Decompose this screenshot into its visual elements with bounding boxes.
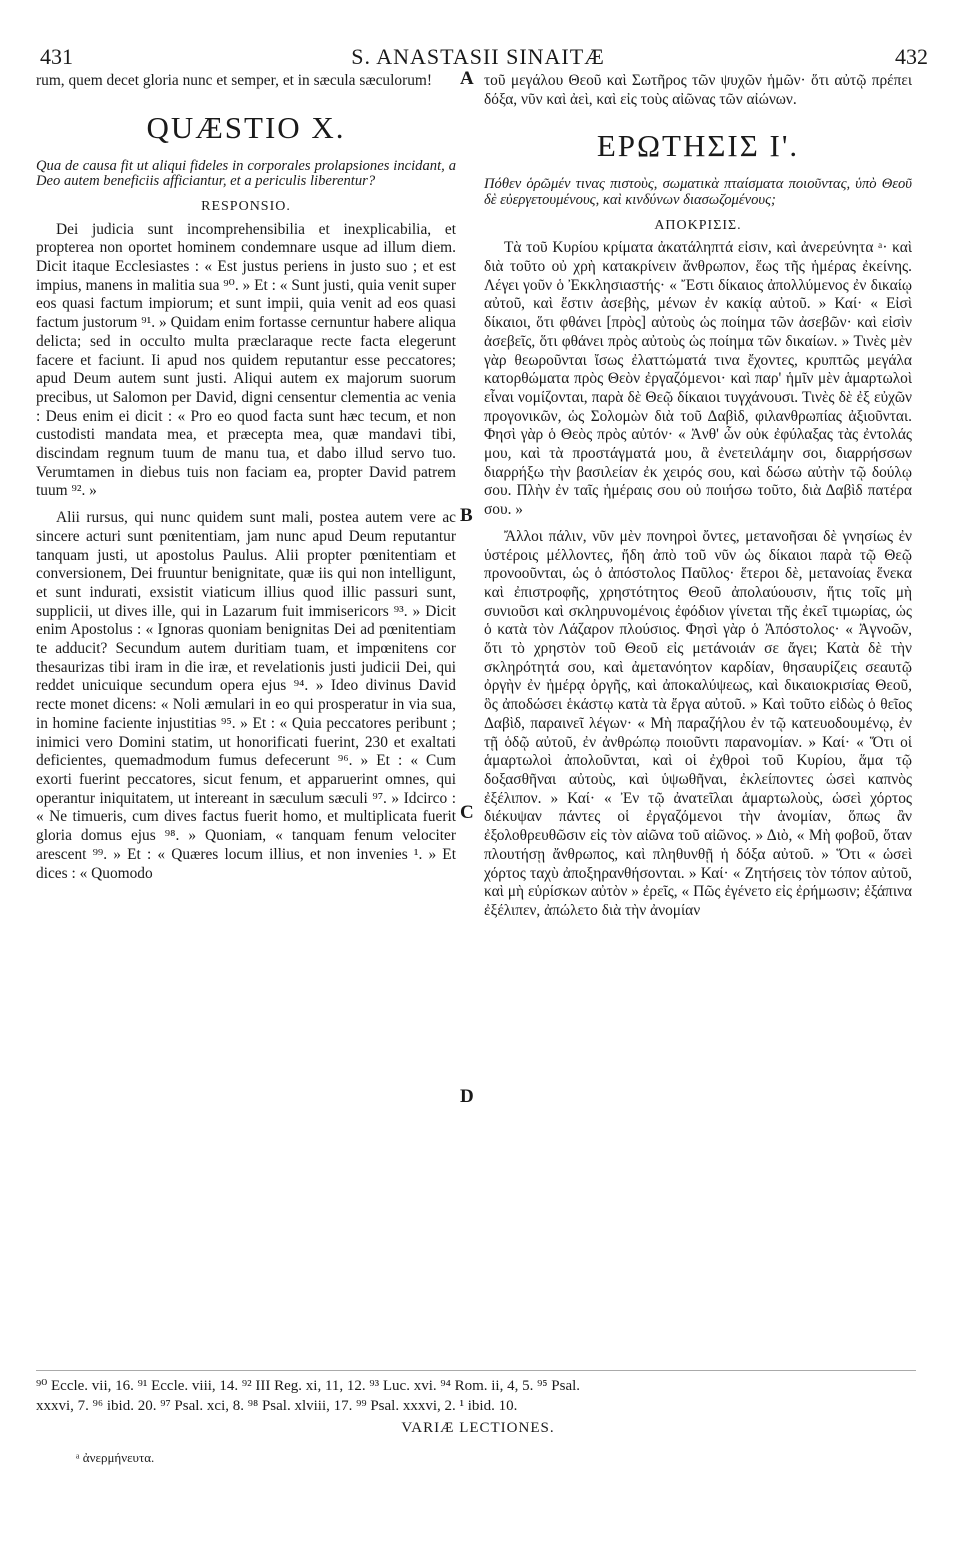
greek-intro: τοῦ μεγάλου Θεοῦ καὶ Σωτῆρος τῶν ψυχῶν ἡμῶν· ὅτι αὐτῷ πρέπει δόξα, νῦν καὶ ἀεὶ, καὶ εἰς τοὺς αἰῶνας τῶν αἰώνων. bbox=[484, 72, 912, 108]
margin-letter-b: B bbox=[460, 505, 473, 526]
greek-response-heading: ΑΠΟΚΡΙΣΙΣ. bbox=[654, 217, 742, 233]
greek-column bbox=[484, 72, 912, 921]
latin-question: Qua de causa fit ut aliqui fideles in corporales prolapsiones incidant, a Deo autem beneficiis afficiantur, et a periculis liberentur? bbox=[36, 157, 456, 190]
margin-letter-a: A bbox=[460, 68, 474, 89]
margin-letter-c: C bbox=[460, 802, 474, 823]
footnote-line: xxxvi, 7. ⁹⁶ ibid. 20. ⁹⁷ Psal. xci, 8. ⁹⁸ Psal. xlviii, 17. ⁹⁹ Psal. xxxvi, 2. ¹ ibid. 10. bbox=[36, 1398, 518, 1414]
footnotes bbox=[36, 1376, 916, 1416]
greek-paragraph-2: Ἄλλοι πάλιν, νῦν μὲν πονηροὶ ὄντες, μετανοῆσαι δὲ γνησίως ἐν ὑστέροις μέλλοντες, ἤδη ἀπὸ τοῦ νῦν ὡς δίκαιοι παρὰ τῷ Θεῷ προνοοῦνται, ὡς ὁ ἀπόστολος Παῦλος· ἕτεροι δὲ, μετανοίας ἕνεκα καὶ ἐπιστροφῆς, χρηστότητος Θεοῦ ἀπολαύουσιν, ἥτις τοῖς μὴ συνιοῦσι καὶ σκληρυνομένοις ἐφόδιον γίνεται τῆς ἐκεῖ τιμωρίας, ὡς ὁ κατὰ τὸν Λάζαρον πλούσιος. Φησὶ γὰρ ὁ Ἀπόστολος· « Ἀγνοῶν, ὅτι τὸ χρηστὸν τοῦ Θεοῦ εἰς μετάνοιάν σε ἄγει; Κατὰ δὲ τὴν σκληρότητά σου, καὶ ἀμετανόητον καρδίαν, θησαυρίζεις σεαυτῷ ὀργὴν ἐν ἡμέρᾳ ὀργῆς, καὶ ἀποκαλύψεως, καὶ δικαιοκρισίας Θεοῦ, ὃς ἀποδώσει ἑκάστῳ κατὰ τὰ ἔργα αὐτοῦ. » Καὶ τοῦτο εἰδὼς ὁ θεῖος Δαβὶδ, παραινεῖ λέγων· « Μὴ παραζήλου ἐν τῷ κατευοδουμένῳ, ἐν τῇ ὁδῷ αὐτοῦ, ἐν ἀνθρώπῳ ποιοῦντι παρανομίαν. » Καί· « Ὅτι οἱ ἁμαρτωλοὶ ἀπολοῦνται, καὶ οἱ ἐχθροὶ τοῦ Κυρίου, ἅμα τῷ δοξασθῆναι αὐτοὺς, καὶ ὑψωθῆναι, ἐκλείποντες ὡσεὶ καπνὸς ἐξέλιπον. » Καί· « Ἐν τῷ ἀνατεῖλαι ἁμαρτωλοὺς, ὡσεὶ χόρτος διέκυψαν πάντες οἱ ἐργαζόμενοι τὴν ἀνομίαν, ὅπως ἂν ἐξολοθρευθῶσιν εἰς τὸν αἰῶνα τοῦ αἰῶνος. » Διὸ, « Μὴ φοβοῦ, ὅταν πλουτήσῃ ἄνθρωπος, καὶ πληθυνθῇ ἡ δόξα αὐτοῦ. » Ὅτι « ὡσεὶ χόρτος ταχὺ ἀποξηρανθήσονται. » Καί· « Ζητήσεις τὸν τόπον αὐτοῦ, καὶ μὴ εὑρίσκων αὐτὸν » ἐρεῖς, « Πῶς ἐγένετο εἰς ἐρήμωσιν; ἐξάπινα ἐξέλιπεν, ἀπώλετο διὰ τὴν ἀνομίαν bbox=[484, 527, 912, 919]
latin-paragraph-2: Alii rursus, qui nunc quidem sunt mali, postea autem vere ac sincere acturi sunt pœnitentiam, jam nunc apud Deum reputantur tanquam justi, ut apostolus Paulus. Alii propter pœnitentiam et conversionem, Dei fruuntur benignitate, quæ iis qui non intelligunt, et sunt indurati, exsistit viaticum illius quod illic passuri sunt, supplicii, ut dives ille, qui in Lazarum fuit immisericors ⁹³. » Dicit enim Apostolus : « Ignoras quoniam benignitas Dei ad pœnitentiam te adducit? Secundum autem duritiam tuam, et impœnitens cor thesaurizas tibi iram in die iræ, et revelationis justi judicii Dei, qui reddet unicuique secundum opera ejus ⁹⁴. » Ideo divinus David recte monet dicens: « Noli æmulari in eo qui prosperatur in via sua, in homine faciente injustitias ⁹⁵. » Et : « Quia peccatores peribunt ; inimici vero Domini statim, ut honorificati fuerint, 230 et exaltati deficientes, quemadmodum fumus defecerunt ⁹⁶. » Et : « Cum exorti fuerint peccatores, sicut fenum, et apparuerint omnes, qui operantur iniquitatem, ut intereant in sæculum sæculi ⁹⁷. » Idcirco : « Ne timueris, cum dives factus fuerit homo, et multiplicata fuerit gloria domus ejus ⁹⁸. » Quoniam, « tanquam fenum velociter arescent ⁹⁹. » Et : « Quæres locum illius, et non invenies ¹. » Et dices : « Quomodo bbox=[36, 509, 456, 882]
footnote-divider bbox=[36, 1370, 916, 1371]
running-title: S. ANASTASII SINAITÆ bbox=[351, 44, 605, 69]
greek-paragraph-1: Τὰ τοῦ Κυρίου κρίματα ἀκατάληπτά εἰσιν, καὶ ἀνερεύνητα ᵃ· καὶ διὰ τοῦτο οὐ χρὴ κατακρίνειν ἄνθρωπον, ἕως τῆς ἡμέρας ἐκείνης. Λέγει γοῦν ὁ Ἐκκλησιαστής· « Ἔστι δίκαιος ἀπολλύμενος ἐν δικαίῳ αὐτοῦ, καὶ ἔστιν ἀσεβὴς, μένων ἐν κακίᾳ αὐτοῦ. » Καί· « Εἰσὶ δίκαιοι, ὅτι φθάνει [πρὸς] αὐτοὺς ὡς ποίημα τῶν ἀσεβῶν· καὶ εἰσὶν ἀσεβεῖς, ὅτι φθάνει πρὸς αὐτοὺς ὡς ποίημα τῶν δικαίων. » Τινὲς μὲν γὰρ θεωροῦνται ἴσως ἐλαττώματά τινα ἔχοντες, κρυπτῶς μεγάλα κατορθώματα πρὸς Θεὸν ἐργαζόμενοι· καὶ παρ' ἡμῖν μὲν ἁμαρτωλοὶ εἶναι νομίζονται, παρὰ δὲ Θεῷ δίκαιοι τυγχάνουσι. Τινὲς δὲ ἐξ εὐχῶν προγονικῶν, ὡς Σολομὼν διὰ τοῦ Δαβὶδ, φιλανθρωπίας ἀξιοῦνται. Φησὶ γὰρ ὁ Θεὸς πρὸς αὐτόν· « Ἀνθ' ὧν οὐκ ἐφύλαξας τὰς ἐντολάς μου, καὶ τὰ προστάγματά μου, ἃ ἐνετειλάμην σοι, διαρρήσσων διαρρήξω τὴν βασιλείαν ἐκ χειρός σου, καὶ δώσω αὐτὴν τῷ δούλῳ σου. Πλὴν ἐν ταῖς ἡμέραις σου οὐ ποιήσω τοῦτο, διὰ Δαβὶδ πατέρα σου. » bbox=[484, 239, 912, 519]
greek-question: Πόθεν ὁρῶμέν τινας πιστοὺς, σωματικὰ πταίσματα ποιοῦντας, ὑπὸ Θεοῦ δὲ εὐεργετουμένους, καὶ κινδύνων διασωζομένους; bbox=[484, 176, 912, 208]
latin-paragraph-1: Dei judicia sunt incomprehensibilia et inexplicabilia, et propterea non oportet hominem condemnare usque ad illum diem. Dicit itaque Ecclesiastes : « Est justus periens in justo suo ; et est impius, manens in malitia sua ⁹⁰. » Et : « Sunt justi, quia venit super eos quasi factum impiorum; et sunt impii, quia venit ad eos quasi factum justorum ⁹¹. » Quidam enim fortasse cernuntur habere aliqua delicta; sed in occulto multa præclaraque recte facta elegerunt facere et faciunt. Ii apud nos quidem reputantur esse peccatores; apud Deum autem sunt justi. Aliqui autem ex majorum suorum precibus, ut Salomon per David, digni censentur clementia ac venia : Deus enim ei dicit : « Pro eo quod facta sunt hæc tecum, et non custodisti mandata mea, et præcepta mea, quæ mandavi tibi, discindam regnum tuum de manu tua, et dabo illud servo tuo. Verumtamen in diebus tuis non faciam ea, propter David patrem tuum ⁹². » bbox=[36, 220, 456, 500]
latin-intro: rum, quem decet gloria nunc et semper, et in sæcula sæculorum! bbox=[36, 72, 433, 89]
page-number-right: 432 bbox=[895, 44, 928, 69]
latin-title: QUÆSTIO X. bbox=[146, 109, 346, 145]
latin-column bbox=[36, 72, 456, 883]
greek-title: ΕΡΩΤΗΣΙΣ Ι'. bbox=[596, 128, 800, 164]
variae-heading: VARIÆ LECTIONES. bbox=[401, 1420, 555, 1436]
latin-response-heading: RESPONSIO. bbox=[201, 198, 291, 214]
variae-note: ᵃ ἀνερμήνευτα. bbox=[76, 1450, 155, 1465]
page-number-left: 431 bbox=[40, 44, 73, 69]
footnote-line: ⁹⁰ Eccle. vii, 16. ⁹¹ Eccle. viii, 14. ⁹² III Reg. xi, 11, 12. ⁹³ Luc. xvi. ⁹⁴ Rom. ii, 4, 5. ⁹⁵ Psal. bbox=[36, 1378, 581, 1394]
margin-letter-d: D bbox=[460, 1086, 474, 1107]
